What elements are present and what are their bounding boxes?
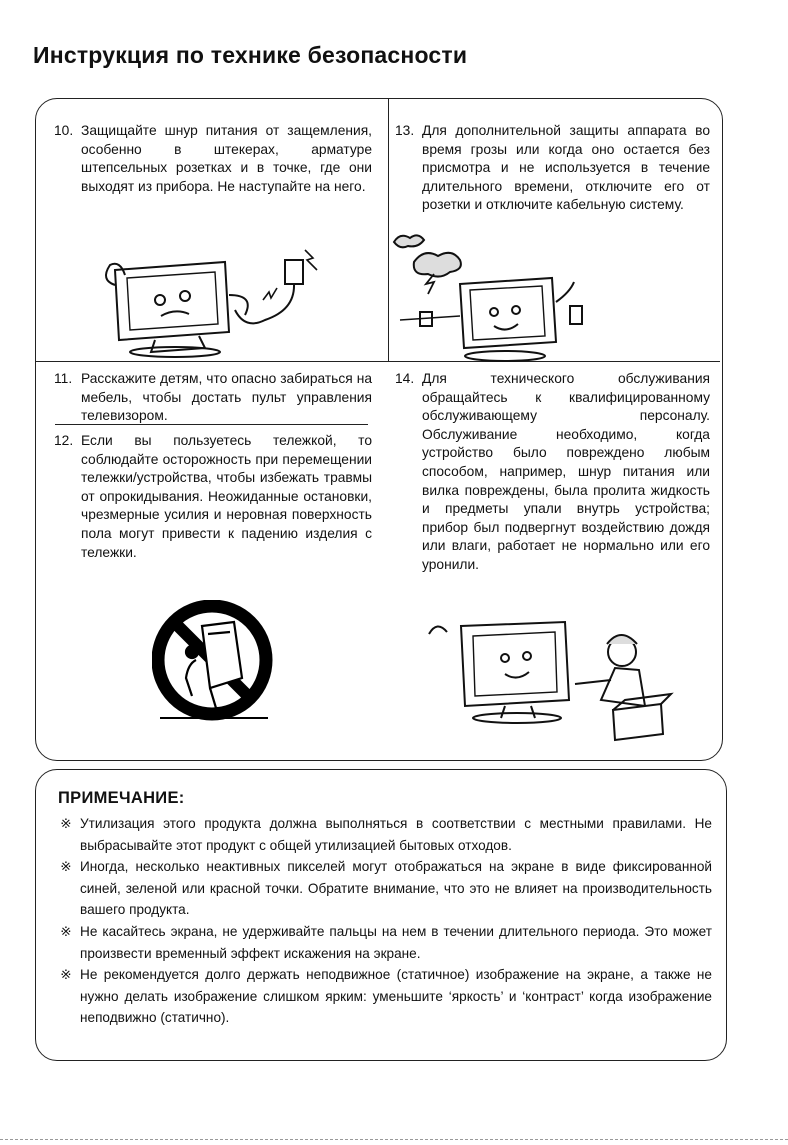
reference-mark-icon: ※ [60, 816, 72, 831]
item-text: Расскажите детям, что опасно забираться на мебель, чтобы достать пульт управления телевизором. [81, 371, 372, 424]
row-divider [36, 361, 720, 362]
tv-service-technician-illustration [425, 614, 675, 744]
item-text: Защищайте шнур питания от защемления, особенно в штекерах, арматуре штепсельных розетках и в точке, где они выходят из прибора. Не наступайте на него. [81, 123, 372, 194]
reference-mark-icon: ※ [60, 924, 72, 939]
page-title: Инструкция по технике безопасности [33, 42, 468, 68]
item-text: Если вы пользуетесь тележкой, то соблюдайте осторожность при перемещении тележки/устройства, чтобы избежать травмы от опрокидывания. Неожиданные остановки, чрезмерные усилия и неровная поверхность пола могут привести к падению изделия с тележки. [81, 433, 372, 560]
note-title: ПРИМЕЧАНИЕ: [58, 789, 185, 807]
item-text: Для технического обслуживания обращайтесь к квалифицированному обслуживающему персоналу. Обслуживание необходимо, когда устройство было повреждено любым способом, например, шнур питания или вилка повреждены, была пролита жидкость и предметы упали внутрь устройства; прибор был подвергнут воздействию дождя или влаги, работает не нормально или его уронили. [422, 371, 710, 572]
note-text: Не рекомендуется долго держать неподвижное (статичное) изображение на экране, а также не нужно делать изображение слишком ярким: уменьшите ‘яркость’ и ‘контраст’ когда изображение неподвижно (статично). [80, 967, 712, 1025]
note-text: Иногда, несколько неактивных пикселей могут отображаться на экране в виде фиксированной синей, зеленой или красной точки. Обратите внимание, что это не влияет на производительность вашего продукта. [80, 859, 712, 917]
note-text: Утилизация этого продукта должна выполняться в соответствии с местными правилами. Не выбрасывайте этот продукт с общей утилизацией бытовых отходов. [80, 816, 712, 853]
cart-tip-over-warning-illustration [152, 600, 282, 724]
note-item [58, 813, 712, 856]
reference-mark-icon: ※ [60, 967, 72, 982]
item-number: 14. [395, 371, 415, 386]
item-number: 10. [54, 123, 74, 138]
item-number: 12. [54, 433, 74, 448]
tv-thunderstorm-illustration [390, 232, 600, 362]
item-number: 13. [395, 123, 415, 138]
note-item [58, 856, 712, 921]
note-item [58, 921, 712, 964]
page-bottom-dashed-line [0, 1139, 788, 1140]
column-divider [388, 99, 389, 361]
note-item [58, 964, 712, 1029]
note-text: Не касайтесь экрана, не удерживайте пальцы на нем в течении длительного периода. Это может произвести временный эффект искажения на экране. [80, 924, 712, 961]
tv-pinched-cord-illustration [95, 240, 335, 360]
item-number: 11. [54, 371, 73, 386]
item-text: Для дополнительной защиты аппарата во время грозы или когда оно остается без присмотра и не используется в течение длительного времени, отключите его от розетки и отключите кабельную систему. [422, 123, 710, 213]
reference-mark-icon: ※ [60, 859, 72, 874]
